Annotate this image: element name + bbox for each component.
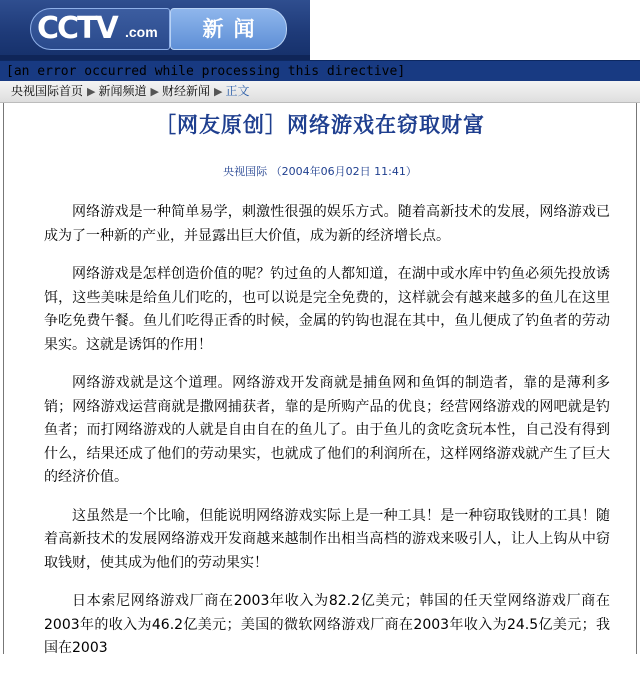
chevron-right-icon: ▶ <box>150 85 159 98</box>
article-paragraph: 网络游戏就是这个道理。网络游戏开发商就是捕鱼网和鱼饵的制造者，靠的是薄利多销；网络游戏运营商就是撒网捕获者，靠的是所购产品的优良；经营网络游戏的网吧就是钓鱼者；而打网络游戏的人就是自由自在的鱼儿了。由于鱼儿的贪吃贪玩本性，自己没有得到什么，结果还成了他们的劳动果实，也就成了他们的利润所在，这样网络游戏就产生了巨大的经济价值。 <box>44 375 610 485</box>
breadcrumb-current: 正文 <box>225 84 250 98</box>
logo-suffix: .com <box>125 24 158 40</box>
error-message: [an error occurred while processing this directive] <box>6 64 406 79</box>
logo-text: CCTV <box>37 11 117 46</box>
breadcrumb-finance-link[interactable]: 财经新闻 <box>161 84 210 98</box>
article-paragraph: 网络游戏是一种简单易学，刺激性很强的娱乐方式。随着高新技术的发展，网络游戏已成为了一种新的产业，并显露出巨大价值，成为新的经济增长点。 <box>44 204 610 244</box>
article-paragraph: 网络游戏是怎样创造价值的呢？钓过鱼的人都知道，在湖中或水库中钓鱼必须先投放诱饵，这些美味是给鱼儿们吃的，也可以说是完全免费的，这样就会有越来越多的鱼儿在这里争吃免费午餐。鱼儿们吃得正香的时候，金属的钓钩也混在其中，鱼儿便成了钓鱼者的劳动果实。这就是诱饵的作用！ <box>44 266 610 353</box>
article-meta <box>0 164 640 180</box>
article-title: ［网友原创］网络游戏在窃取财富 <box>155 112 485 137</box>
frame-border-right <box>636 103 637 654</box>
article-container <box>0 103 640 654</box>
cctv-logo[interactable] <box>30 8 170 50</box>
article-paragraph: 这虽然是一个比喻，但能说明网络游戏实际上是一种工具！是一种窃取钱财的工具！随着高新技术的发展网络游戏开发商越来越制作出相当高档的游戏来吸引人，让人上钩从中窃取钱财，使其成为他们的劳动果实！ <box>44 507 610 571</box>
breadcrumb <box>0 81 640 103</box>
article-source: 央视国际 <box>223 165 268 178</box>
frame-border-left <box>3 103 4 654</box>
chevron-right-icon: ▶ <box>87 85 96 98</box>
breadcrumb-home-link[interactable]: 央视国际首页 <box>11 84 84 98</box>
article-body <box>44 201 610 676</box>
error-bar <box>0 60 640 82</box>
breadcrumb-news-link[interactable]: 新闻频道 <box>98 84 147 98</box>
site-header <box>0 0 640 60</box>
article-date: （2004年06月02日 11:41） <box>270 165 417 178</box>
chevron-right-icon: ▶ <box>213 85 223 98</box>
article-paragraph: 日本索尼网络游戏厂商在2003年收入为82.2亿美元；韩国的任天堂网络游戏厂商在2003年的收入为46.2亿美元；美国的微软网络游戏厂商在2003年收入为24.5亿美元；我国在2003 <box>44 593 610 656</box>
channel-title: 新闻 <box>202 17 265 41</box>
channel-badge[interactable] <box>170 8 287 50</box>
cctv-banner[interactable] <box>0 0 310 60</box>
